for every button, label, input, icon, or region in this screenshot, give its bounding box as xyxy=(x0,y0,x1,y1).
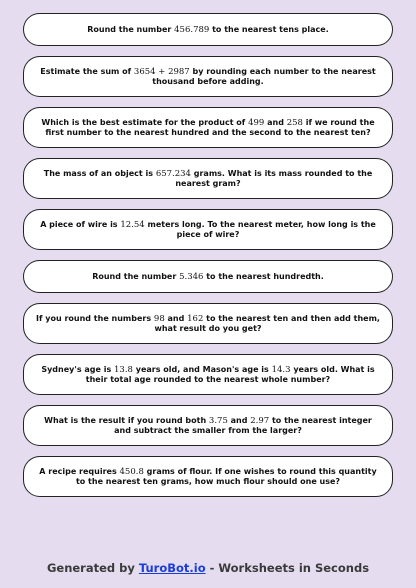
question-box xyxy=(23,260,393,293)
footer xyxy=(0,561,416,575)
math-value: 3.75 xyxy=(208,415,228,426)
question-box xyxy=(23,158,393,199)
text-segment: meters long. To the nearest meter, how long is the piece of wire? xyxy=(144,219,376,239)
text-segment: Round the number xyxy=(87,24,175,34)
question-box xyxy=(23,354,393,395)
text-segment: grams of flour. If one wishes to round this quantity to the nearest ten grams, how much flour should one use? xyxy=(75,466,377,486)
math-value: 162 xyxy=(187,313,204,324)
text-segment: If you round the numbers xyxy=(36,313,154,323)
text-segment: Which is the best estimate for the product of xyxy=(41,117,249,127)
text-segment: What is the result if you round both xyxy=(44,415,209,425)
text-segment: Estimate the sum of xyxy=(40,66,134,76)
question-text xyxy=(36,118,380,138)
math-value: 2.97 xyxy=(250,415,270,426)
question-box xyxy=(23,107,393,148)
text-segment: grams. What is its mass rounded to the nearest gram? xyxy=(175,168,373,188)
text-segment: Round the number xyxy=(92,271,180,281)
math-value: 258 xyxy=(286,117,303,128)
question-text xyxy=(92,272,324,282)
question-text xyxy=(36,365,380,385)
worksheet xyxy=(23,13,393,507)
question-text xyxy=(36,416,380,436)
question-box xyxy=(23,456,393,497)
text-segment: years old. What is their total age rounded to the nearest whole number? xyxy=(85,364,375,384)
math-value: 13.8 xyxy=(114,364,133,375)
math-value: 456.789 xyxy=(174,24,210,35)
question-box xyxy=(23,13,393,46)
question-box xyxy=(23,56,393,97)
question-box xyxy=(23,405,393,446)
text-segment: to the nearest hundredth. xyxy=(203,271,324,281)
math-value: 3654 + 2987 xyxy=(133,66,190,77)
text-segment: years old, and Mason's age is xyxy=(132,364,272,374)
math-value: 657.234 xyxy=(155,168,191,179)
text-segment: Sydney's age is xyxy=(41,364,114,374)
question-text xyxy=(36,220,380,240)
math-value: 499 xyxy=(248,117,265,128)
text-segment: to the nearest integer and subtract the smaller from the larger? xyxy=(114,415,372,435)
text-segment: A recipe requires xyxy=(39,466,120,476)
text-segment: and xyxy=(164,313,188,323)
question-text xyxy=(36,169,380,189)
text-segment: to the nearest tens place. xyxy=(209,24,329,34)
footer-prefix: Generated by xyxy=(46,561,139,575)
math-value: 98 xyxy=(153,313,165,324)
question-box xyxy=(23,303,393,344)
text-segment: by rounding each number to the nearest thousand before adding. xyxy=(152,66,376,86)
footer-suffix: - Worksheets in Seconds xyxy=(205,561,370,575)
math-value: 5.346 xyxy=(179,271,204,282)
text-segment: and xyxy=(264,117,287,127)
text-segment: if we round the first number to the nearest hundred and the second to the nearest ten? xyxy=(45,117,375,137)
math-value: 12.54 xyxy=(120,219,145,230)
math-value: 14.3 xyxy=(271,364,291,375)
question-text xyxy=(36,314,380,334)
text-segment: The mass of an object is xyxy=(43,168,156,178)
question-text xyxy=(36,67,380,87)
text-segment: and xyxy=(227,415,251,425)
question-box xyxy=(23,209,393,250)
brand-link[interactable]: TuroBot.io xyxy=(138,561,206,575)
question-text xyxy=(36,467,380,487)
math-value: 450.8 xyxy=(119,466,144,477)
text-segment: to the nearest ten and then add them, what result do you get? xyxy=(154,313,380,333)
text-segment: A piece of wire is xyxy=(40,219,121,229)
question-text xyxy=(87,25,329,35)
